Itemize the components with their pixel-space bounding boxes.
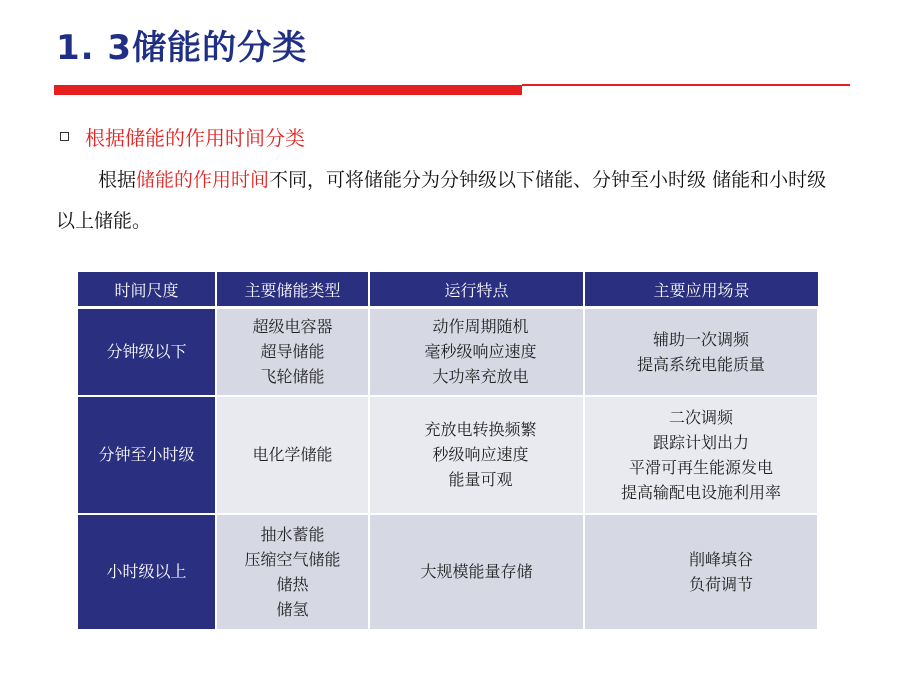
row-applications-cell (584, 308, 818, 396)
row-features-cell (369, 308, 584, 396)
header-features: 运行特点 (369, 272, 584, 308)
table-row (78, 308, 818, 396)
row-types-cell (216, 514, 369, 630)
feature-item: 秒级响应速度 (432, 445, 529, 464)
row-types-cell (216, 396, 369, 514)
row-scale-cell: 分钟至小时级 (78, 396, 216, 514)
paragraph-part1: 根据 (98, 169, 137, 191)
table-row (78, 514, 818, 630)
feature-item: 能量可观 (448, 470, 513, 489)
type-item: 飞轮储能 (260, 367, 325, 387)
title-underline-bar (54, 85, 522, 95)
application-item: 削峰填谷 (688, 549, 753, 569)
header-applications: 主要应用场景 (584, 272, 818, 308)
table-row (78, 396, 818, 514)
header-time-scale: 时间尺度 (78, 272, 216, 308)
row-applications-cell (584, 514, 818, 630)
application-item: 跟踪计划出力 (652, 432, 749, 452)
page-title: 1. 3储能的分类 (56, 28, 308, 68)
row-features-cell (369, 396, 584, 514)
row-applications-cell (584, 396, 818, 514)
storage-classification-table (78, 272, 819, 631)
title-underline-line (522, 84, 850, 86)
row-features-cell (369, 514, 584, 630)
bullet-heading-text: 根据储能的作用时间分类 (85, 126, 305, 150)
intro-paragraph (56, 160, 836, 242)
application-item: 提高系统电能质量 (636, 354, 765, 374)
row-scale-cell: 小时级以上 (78, 514, 216, 630)
type-item: 抽水蓄能 (260, 524, 325, 544)
type-item: 电化学储能 (252, 445, 333, 464)
application-item: 提高输配电设施利用率 (620, 482, 781, 502)
application-item: 平滑可再生能源发电 (628, 457, 773, 477)
application-item: 负荷调节 (688, 574, 753, 594)
row-types-cell (216, 308, 369, 396)
feature-item: 充放电转换频繁 (424, 420, 537, 439)
type-item: 超级电容器 (252, 317, 333, 337)
type-item: 储热 (276, 574, 309, 594)
application-item: 二次调频 (668, 407, 733, 427)
paragraph-highlight: 储能的作用时间 (136, 169, 270, 191)
paragraph-part2: 不同，可将储能分为分钟级以下储能、分钟至小时级 储能和小时级以上储能。 (56, 169, 827, 232)
header-storage-type: 主要储能类型 (216, 272, 369, 308)
application-item: 辅助一次调频 (652, 329, 749, 349)
square-bullet-icon (60, 132, 69, 141)
feature-item: 动作周期随机 (432, 317, 529, 337)
feature-item: 大规模能量存储 (420, 562, 533, 581)
type-item: 压缩空气储能 (244, 549, 341, 569)
row-scale-cell: 分钟级以下 (78, 308, 216, 396)
feature-item: 毫秒级响应速度 (424, 342, 537, 362)
bullet-heading (60, 122, 305, 151)
type-item: 超导储能 (260, 342, 325, 362)
feature-item: 大功率充放电 (432, 367, 529, 387)
type-item: 储氢 (276, 599, 309, 619)
